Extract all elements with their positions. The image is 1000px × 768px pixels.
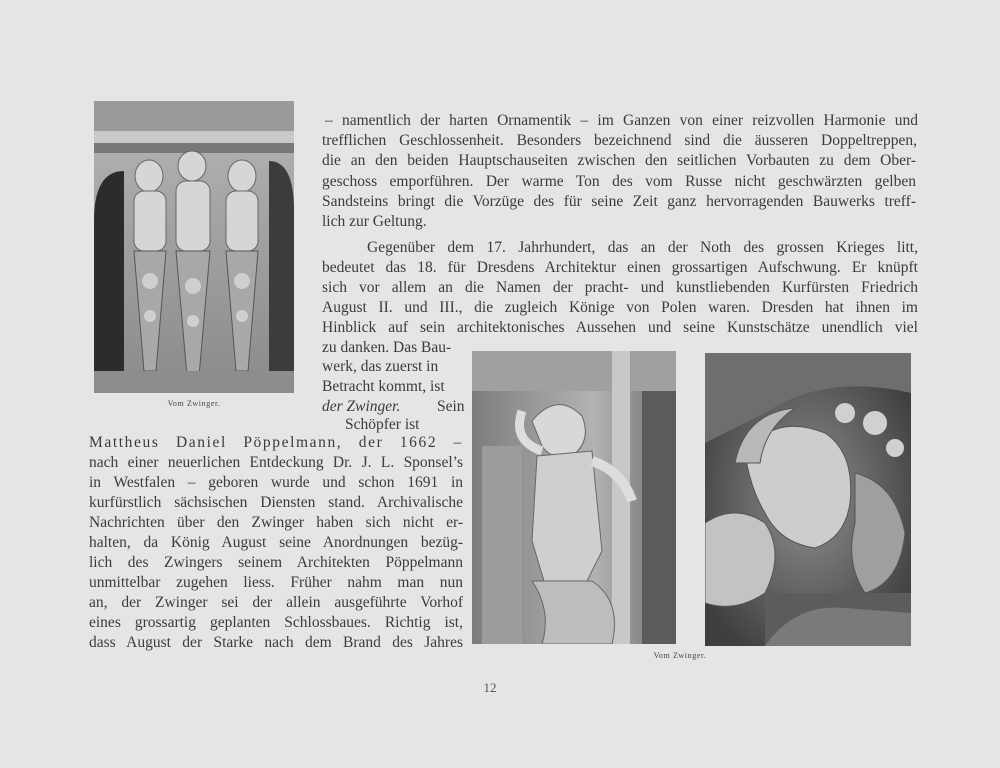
- left-column-line: nach einer neuerlichen Entdeckung Dr. J. L. Sponsel’s: [89, 454, 463, 471]
- second-paragraph-line: Sein: [437, 398, 465, 415]
- top-paragraph-line: geschoss emporführen. Der warme Ton des vom Russe nicht geschwärzten gelben: [322, 173, 916, 190]
- zwinger-emphasis: der Zwinger.: [322, 398, 401, 415]
- satyr-figure-image: [472, 351, 676, 644]
- top-paragraph-line: Sandsteins bringt die Vorzüge des für seine Zeit ganz hervorragenden Bauwerks treff-: [322, 193, 916, 210]
- left-column-line: eines grossartig geplanten Schlossbaues. Richtig ist,: [89, 614, 463, 631]
- top-paragraph-line: – namentlich der harten Ornamentik – im Ganzen von einer reizvollen Harmonie und: [325, 112, 918, 129]
- left-column-line: unmittelbar zugehen liess. Früher nahm man nun: [89, 574, 463, 591]
- second-paragraph-line: Schöpfer ist: [345, 416, 420, 433]
- left-column-line: an, der Zwinger sei der allein ausgeführte Vorhof: [89, 594, 463, 611]
- second-paragraph-line: werk, das zuerst in: [322, 358, 439, 375]
- female-head-image: [705, 353, 911, 646]
- photo-satyr-figure: [472, 351, 676, 644]
- left-column-line: Nachrichten über den Zwinger haben sich nicht er-: [89, 514, 463, 531]
- left-column-line: halten, da König August seine Anordnungen bezüg-: [89, 534, 463, 551]
- second-paragraph-line: bedeutet das 18. für Dresdens Architektur einen grossartigen Aufschwung. Er knüpft: [322, 259, 918, 276]
- left-column-line: dass August der Starke nach dem Brand des Jahres: [89, 634, 463, 651]
- page-number: 12: [483, 680, 497, 695]
- top-paragraph-line: lich zur Geltung.: [322, 213, 427, 230]
- top-paragraph-line: trefflichen Geschlossenheit. Besonders bezeichnend sind die äusseren Doppeltreppen,: [322, 132, 917, 149]
- second-paragraph-line: Gegenüber dem 17. Jahrhundert, das an der Noth des grossen Krieges litt,: [367, 239, 918, 256]
- left-column-line: Mattheus Daniel Pöppelmann, der 1662 –: [89, 434, 463, 451]
- photo-female-head: [705, 353, 911, 646]
- photo-atlas-figures: [94, 101, 294, 393]
- second-paragraph-line: August II. und III., die zugleich Könige von Polen waren. Dresden hat ihnen im: [322, 299, 918, 316]
- atlas-figures-image: [94, 101, 294, 393]
- left-photo-caption: Vom Zwinger.: [167, 399, 221, 408]
- top-paragraph-line: die an den beiden Hauptschauseiten zwischen den seitlichen Vorbauten zu dem Ober-: [322, 152, 916, 169]
- second-paragraph-line: sich vor allem an die Namen der pracht- und kunstliebenden Kurfürsten Friedrich: [322, 279, 918, 296]
- right-photos-caption: Vom Zwinger.: [653, 651, 707, 660]
- second-paragraph-line: Betracht kommt, ist: [322, 378, 445, 395]
- second-paragraph-line: zu danken. Das Bau-: [322, 339, 452, 356]
- left-column-line: in Westfalen – geboren wurde und schon 1691 in: [89, 474, 463, 491]
- second-paragraph-line: Hinblick auf sein architektonisches Aussehen und seine Kunstschätze unendlich viel: [322, 319, 918, 336]
- left-column-line: kurfürstlich sächsischen Diensten stand. Archivalische: [89, 494, 463, 511]
- left-column-line: lich des Zwingers seinem Architekten Pöppelmann: [89, 554, 463, 571]
